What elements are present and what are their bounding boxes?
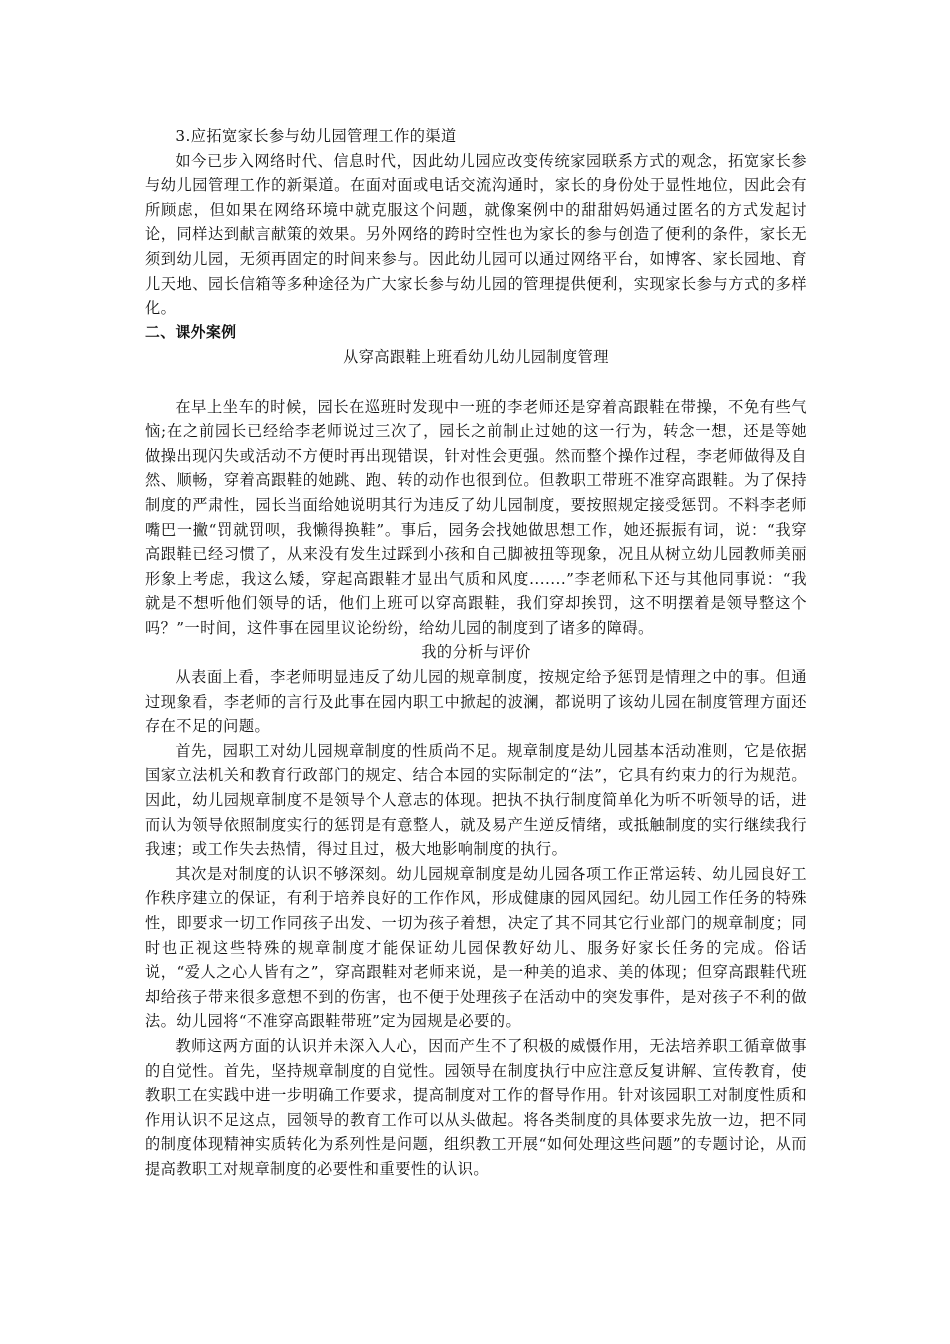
analysis-paragraph-4: 教师这两方面的认识并未深入人心，因而产生不了积极的威慑作用，无法培养职工循章做事的自觉性。首先，坚持规章制度的自觉性。园领导在制度执行中应注意反复讲解、宣传教育，使教职工在实践中进一步明确工作要求，提高制度对工作的督导作用。针对该园职工对制度性质和作用认识不足这点，园领导的教育工作可以从头做起。将各类制度的具体要求先放一边，把不同的制度体现精神实质转化为系列性是问题，组织教工开展“如何处理这些问题”的专题讨论，从而提高教职工对规章制度的必要性和重要性的认识。 xyxy=(145,1036,807,1178)
section-2-heading: 二、课外案例 xyxy=(145,323,237,341)
analysis-paragraph-3: 其次是对制度的认识不够深刻。幼儿园规章制度是幼儿园各项工作正常运转、幼儿园良好工作秩序建立的保证，有利于培养良好的工作作风，形成健康的园风园纪。幼儿园工作任务的特殊性，即要求一切工作同孩子出发、一切为孩子着想，决定了其不同其它行业部门的规章制度；同时也正视这些特殊的规章制度才能保证幼儿园保教好幼儿、服务好家长任务的完成。俗话说，“爱人之心人皆有之”，穿高跟鞋对老师来说，是一种美的追求、美的体现；但穿高跟鞋代班却给孩子带来很多意想不到的伤害，也不便于处理孩子在活动中的突发事件，是对孩子不利的做法。幼儿园将“不准穿高跟鞋带班”定为园规是必要的。 xyxy=(145,864,807,1031)
case-body: 在早上坐车的时候，园长在巡班时发现中一班的李老师还是穿着高跟鞋在带操，不免有些气恼;在之前园长已经给李老师说过三次了，园长之前制止过她的这一行为，转念一想，还是等她做操出现闪失或活动不方便时再出现错误，针对性会更强。然而整个操作过程，李老师做得及自然、顺畅，穿着高跟鞋的她跳、跑、转的动作也很到位。但教职工带班不准穿高跟鞋。为了保持制度的严肃性，园长当面给她说明其行为违反了幼儿园制度，要按照规定接受惩罚。不料李老师嘴巴一撇“罚就罚呗，我懒得换鞋”。事后，园务会找她做思想工作，她还振振有词，说：“我穿高跟鞋已经习惯了，从来没有发生过踩到小孩和自己脚被扭等现象，况且从树立幼儿园教师美丽形象上考虑，我这么矮，穿起高跟鞋才显出气质和风度.......”李老师私下还与其他同事说：“我就是不想听他们领导的话，他们上班可以穿高跟鞋，我们穿却挨罚，这不明摆着是领导整这个吗？”一时间，这件事在园里议论纷纷，给幼儿园的制度到了诸多的障碍。 xyxy=(145,397,807,637)
analysis-title: 我的分析与评价 xyxy=(421,643,531,662)
case-title: 从穿高跟鞋上班看幼儿幼儿园制度管理 xyxy=(343,348,609,367)
analysis-paragraph-1: 从表面上看，李老师明显违反了幼儿园的规章制度，按规定给予惩罚是情理之中的事。但通过现象看，李老师的言行及此事在园内职工中掀起的波澜，都说明了该幼儿园在制度管理方面还存在不足的问题。 xyxy=(145,668,807,736)
document-page xyxy=(145,124,807,1182)
blank-line xyxy=(145,370,807,395)
section-3-body: 如今已步入网络时代、信息时代，因此幼儿园应改变传统家园联系方式的观念，拓宽家长参与幼儿园管理工作的新渠道。在面对面或电话交流沟通时，家长的身份处于显性地位，因此会有所顾虑，但如果在网络环境中就克服这个问题，就像案例中的甜甜妈妈通过匿名的方式发起讨论，同样达到献言献策的效果。另外网络的跨时空性也为家长的参与创造了便利的条件，家长无须到幼儿园，无须再固定的时间来参与。因此幼儿园可以通过网络平台，如博客、家长园地、育儿天地、园长信箱等多种途径为广大家长参与幼儿园的管理提供便利，实现家长参与方式的多样化。 xyxy=(145,151,807,318)
analysis-paragraph-2: 首先，园职工对幼儿园规章制度的性质尚不足。规章制度是幼儿园基本活动准则，它是依据国家立法机关和教育行政部门的规定、结合本园的实际制定的“法”，它具有约束力的行为规范。因此，幼儿园规章制度不是领导个人意志的体现。把执不执行制度简单化为听不听领导的话，进而认为领导依照制度实行的惩罚是有意整人，就及易产生逆反情绪，或抵触制度的实行继续我行我速；或工作失去热情，得过且过，极大地影响制度的执行。 xyxy=(145,741,807,859)
section-3-title: 3.应拓宽家长参与幼儿园管理工作的渠道 xyxy=(175,127,457,145)
